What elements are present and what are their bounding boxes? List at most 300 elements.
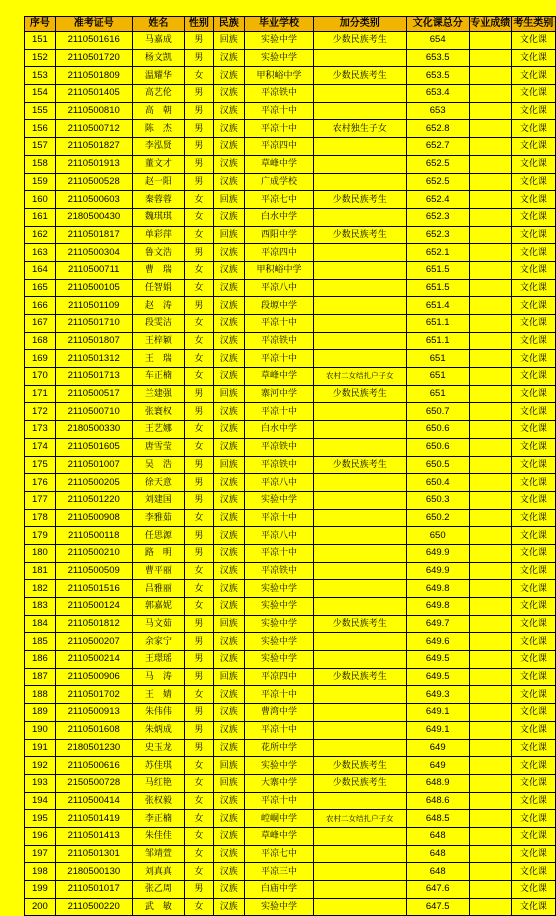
- cell-ethnicity: 汉族: [213, 580, 245, 598]
- cell-school: 白水中学: [245, 421, 314, 439]
- cell-culture-score: 652.5: [406, 155, 469, 173]
- cell-name: 马 涛: [132, 668, 185, 686]
- cell-school: 实验中学: [245, 32, 314, 50]
- cell-exam-id: 2110500906: [55, 668, 132, 686]
- cell-name: 马嘉成: [132, 32, 185, 50]
- cell-culture-score: 650.2: [406, 509, 469, 527]
- cell-culture-score: 651.1: [406, 332, 469, 350]
- cell-student-type: 文化课: [511, 191, 555, 209]
- cell-culture-score: 652.1: [406, 244, 469, 262]
- table-row: [25, 350, 556, 368]
- cell-ethnicity: 汉族: [213, 421, 245, 439]
- cell-student-type: 文化课: [511, 686, 555, 704]
- cell-exam-id: 2110501220: [55, 491, 132, 509]
- cell-seq: 165: [25, 279, 56, 297]
- cell-culture-score: 648: [406, 845, 469, 863]
- cell-bonus-type: [313, 244, 406, 262]
- table-row: [25, 32, 556, 50]
- cell-student-type: 文化课: [511, 704, 555, 722]
- cell-ethnicity: 汉族: [213, 509, 245, 527]
- cell-student-type: 文化课: [511, 85, 555, 103]
- cell-major-score: [469, 739, 511, 757]
- cell-student-type: 文化课: [511, 297, 555, 315]
- cell-school: 平凉铁中: [245, 332, 314, 350]
- cell-ethnicity: 汉族: [213, 403, 245, 421]
- cell-major-score: [469, 474, 511, 492]
- table-row: [25, 863, 556, 881]
- cell-student-type: 文化课: [511, 226, 555, 244]
- cell-name: 任智娟: [132, 279, 185, 297]
- cell-gender: 男: [185, 456, 213, 474]
- cell-bonus-type: [313, 863, 406, 881]
- cell-exam-id: 2110501405: [55, 85, 132, 103]
- cell-exam-id: 2110501516: [55, 580, 132, 598]
- cell-exam-id: 2110500509: [55, 562, 132, 580]
- cell-student-type: 文化课: [511, 810, 555, 828]
- cell-gender: 男: [185, 544, 213, 562]
- cell-student-type: 文化课: [511, 421, 555, 439]
- cell-student-type: 文化课: [511, 527, 555, 545]
- cell-ethnicity: 汉族: [213, 721, 245, 739]
- cell-ethnicity: 汉族: [213, 297, 245, 315]
- cell-culture-score: 647.6: [406, 881, 469, 899]
- cell-exam-id: 2150500728: [55, 774, 132, 792]
- cell-exam-id: 2110500414: [55, 792, 132, 810]
- cell-school: 平凉十中: [245, 350, 314, 368]
- cell-gender: 男: [185, 138, 213, 156]
- cell-name: 邹靖萱: [132, 845, 185, 863]
- cell-gender: 女: [185, 562, 213, 580]
- cell-ethnicity: 汉族: [213, 138, 245, 156]
- cell-bonus-type: [313, 898, 406, 916]
- cell-bonus-type: 少数民族考生: [313, 757, 406, 775]
- cell-gender: 男: [185, 385, 213, 403]
- cell-student-type: 文化课: [511, 757, 555, 775]
- cell-ethnicity: 汉族: [213, 261, 245, 279]
- cell-bonus-type: [313, 845, 406, 863]
- table-row: [25, 385, 556, 403]
- table-row: [25, 580, 556, 598]
- cell-student-type: 文化课: [511, 332, 555, 350]
- cell-student-type: 文化课: [511, 385, 555, 403]
- cell-exam-id: 2110501913: [55, 155, 132, 173]
- cell-student-type: 文化课: [511, 102, 555, 120]
- cell-student-type: 文化课: [511, 67, 555, 85]
- cell-ethnicity: 汉族: [213, 332, 245, 350]
- table-row: [25, 438, 556, 456]
- cell-student-type: 文化课: [511, 668, 555, 686]
- cell-bonus-type: [313, 332, 406, 350]
- cell-gender: 男: [185, 739, 213, 757]
- cell-exam-id: 2110500603: [55, 191, 132, 209]
- cell-seq: 188: [25, 686, 56, 704]
- cell-culture-score: 649.7: [406, 615, 469, 633]
- cell-ethnicity: 汉族: [213, 704, 245, 722]
- cell-major-score: [469, 721, 511, 739]
- cell-culture-score: 652.5: [406, 173, 469, 191]
- cell-culture-score: 650.3: [406, 491, 469, 509]
- cell-culture-score: 649.9: [406, 544, 469, 562]
- cell-culture-score: 651.4: [406, 297, 469, 315]
- cell-culture-score: 650.6: [406, 438, 469, 456]
- cell-culture-score: 649.5: [406, 668, 469, 686]
- cell-gender: 女: [185, 845, 213, 863]
- cell-student-type: 文化课: [511, 739, 555, 757]
- table-row: [25, 491, 556, 509]
- cell-seq: 178: [25, 509, 56, 527]
- cell-seq: 182: [25, 580, 56, 598]
- cell-student-type: 文化课: [511, 474, 555, 492]
- cell-bonus-type: [313, 421, 406, 439]
- table-row: [25, 297, 556, 315]
- cell-school: 平凉十中: [245, 403, 314, 421]
- cell-exam-id: 2110500304: [55, 244, 132, 262]
- cell-name: 赵 涛: [132, 297, 185, 315]
- cell-bonus-type: 少数民族考生: [313, 456, 406, 474]
- cell-major-score: [469, 898, 511, 916]
- header-ethnicity: 民族: [213, 17, 245, 32]
- cell-exam-id: 2110501702: [55, 686, 132, 704]
- cell-school: 平凉七中: [245, 845, 314, 863]
- cell-major-score: [469, 651, 511, 669]
- cell-gender: 女: [185, 368, 213, 386]
- cell-seq: 172: [25, 403, 56, 421]
- table-row: [25, 332, 556, 350]
- cell-school: 实验中学: [245, 898, 314, 916]
- cell-exam-id: 2110500913: [55, 704, 132, 722]
- cell-gender: 男: [185, 527, 213, 545]
- cell-exam-id: 2110501413: [55, 827, 132, 845]
- cell-seq: 169: [25, 350, 56, 368]
- cell-seq: 192: [25, 757, 56, 775]
- cell-gender: 男: [185, 102, 213, 120]
- cell-student-type: 文化课: [511, 598, 555, 616]
- cell-ethnicity: 汉族: [213, 792, 245, 810]
- cell-ethnicity: 回族: [213, 32, 245, 50]
- cell-gender: 女: [185, 863, 213, 881]
- cell-seq: 163: [25, 244, 56, 262]
- cell-seq: 193: [25, 774, 56, 792]
- header-row: [25, 17, 556, 32]
- cell-school: 平凉八中: [245, 527, 314, 545]
- table-row: [25, 279, 556, 297]
- cell-ethnicity: 回族: [213, 191, 245, 209]
- cell-seq: 181: [25, 562, 56, 580]
- cell-exam-id: 2180500330: [55, 421, 132, 439]
- cell-major-score: [469, 757, 511, 775]
- cell-seq: 199: [25, 881, 56, 899]
- cell-exam-id: 2110500908: [55, 509, 132, 527]
- table-row: [25, 138, 556, 156]
- table-row: [25, 774, 556, 792]
- cell-major-score: [469, 438, 511, 456]
- cell-major-score: [469, 403, 511, 421]
- cell-culture-score: 649: [406, 757, 469, 775]
- cell-culture-score: 649.9: [406, 562, 469, 580]
- cell-school: 平凉十中: [245, 792, 314, 810]
- cell-bonus-type: [313, 208, 406, 226]
- cell-major-score: [469, 456, 511, 474]
- cell-seq: 186: [25, 651, 56, 669]
- cell-gender: 男: [185, 651, 213, 669]
- cell-seq: 191: [25, 739, 56, 757]
- cell-exam-id: 2110500210: [55, 544, 132, 562]
- cell-seq: 177: [25, 491, 56, 509]
- cell-bonus-type: [313, 155, 406, 173]
- cell-school: 实验中学: [245, 651, 314, 669]
- cell-school: 平凉十中: [245, 686, 314, 704]
- cell-exam-id: 2110501827: [55, 138, 132, 156]
- cell-gender: 男: [185, 633, 213, 651]
- table-row: [25, 739, 556, 757]
- cell-student-type: 文化课: [511, 633, 555, 651]
- cell-school: 平凉四中: [245, 244, 314, 262]
- cell-name: 王 瑞: [132, 350, 185, 368]
- cell-gender: 女: [185, 226, 213, 244]
- cell-exam-id: 2110500528: [55, 173, 132, 191]
- cell-ethnicity: 汉族: [213, 544, 245, 562]
- cell-major-score: [469, 368, 511, 386]
- cell-name: 李泓贤: [132, 138, 185, 156]
- cell-bonus-type: 少数民族考生: [313, 32, 406, 50]
- cell-exam-id: 2110501017: [55, 881, 132, 899]
- cell-seq: 164: [25, 261, 56, 279]
- cell-student-type: 文化课: [511, 279, 555, 297]
- cell-exam-id: 2110501419: [55, 810, 132, 828]
- cell-student-type: 文化课: [511, 32, 555, 50]
- cell-name: 温耀华: [132, 67, 185, 85]
- cell-major-score: [469, 297, 511, 315]
- cell-gender: 男: [185, 173, 213, 191]
- cell-bonus-type: 农村二女结扎户子女: [313, 810, 406, 828]
- cell-culture-score: 650: [406, 527, 469, 545]
- cell-name: 朱佳佳: [132, 827, 185, 845]
- cell-ethnicity: 汉族: [213, 173, 245, 191]
- cell-culture-score: 648.9: [406, 774, 469, 792]
- cell-name: 赵一阳: [132, 173, 185, 191]
- cell-student-type: 文化课: [511, 774, 555, 792]
- cell-ethnicity: 汉族: [213, 208, 245, 226]
- cell-exam-id: 2110500517: [55, 385, 132, 403]
- cell-gender: 男: [185, 403, 213, 421]
- table-row: [25, 155, 556, 173]
- cell-major-score: [469, 562, 511, 580]
- cell-seq: 180: [25, 544, 56, 562]
- header-culture-score: 文化课总分: [406, 17, 469, 32]
- cell-bonus-type: 农村二女结扎户子女: [313, 368, 406, 386]
- cell-school: 草峰中学: [245, 155, 314, 173]
- cell-gender: 男: [185, 721, 213, 739]
- cell-student-type: 文化课: [511, 721, 555, 739]
- table-row: [25, 721, 556, 739]
- cell-exam-id: 2110501812: [55, 615, 132, 633]
- cell-seq: 161: [25, 208, 56, 226]
- cell-gender: 女: [185, 208, 213, 226]
- cell-ethnicity: 汉族: [213, 279, 245, 297]
- cell-name: 刘真真: [132, 863, 185, 881]
- cell-seq: 185: [25, 633, 56, 651]
- cell-name: 段雯洁: [132, 315, 185, 333]
- cell-major-score: [469, 509, 511, 527]
- cell-exam-id: 2110500207: [55, 633, 132, 651]
- table-row: [25, 421, 556, 439]
- cell-student-type: 文化课: [511, 615, 555, 633]
- cell-gender: 女: [185, 332, 213, 350]
- cell-culture-score: 651.1: [406, 315, 469, 333]
- cell-name: 吕雅丽: [132, 580, 185, 598]
- cell-ethnicity: 汉族: [213, 827, 245, 845]
- cell-student-type: 文化课: [511, 863, 555, 881]
- cell-school: 平凉七中: [245, 191, 314, 209]
- cell-student-type: 文化课: [511, 792, 555, 810]
- cell-student-type: 文化课: [511, 898, 555, 916]
- table-row: [25, 261, 556, 279]
- cell-major-score: [469, 686, 511, 704]
- cell-ethnicity: 汉族: [213, 49, 245, 67]
- cell-name: 王 婧: [132, 686, 185, 704]
- cell-seq: 176: [25, 474, 56, 492]
- cell-gender: 女: [185, 191, 213, 209]
- cell-culture-score: 652.4: [406, 191, 469, 209]
- cell-seq: 152: [25, 49, 56, 67]
- cell-exam-id: 2110501312: [55, 350, 132, 368]
- cell-ethnicity: 汉族: [213, 810, 245, 828]
- cell-name: 余家宁: [132, 633, 185, 651]
- cell-exam-id: 2110501807: [55, 332, 132, 350]
- cell-name: 张权毅: [132, 792, 185, 810]
- cell-seq: 183: [25, 598, 56, 616]
- cell-school: 花所中学: [245, 739, 314, 757]
- cell-school: 实验中学: [245, 757, 314, 775]
- cell-exam-id: 2110501720: [55, 49, 132, 67]
- cell-seq: 184: [25, 615, 56, 633]
- cell-school: 实验中学: [245, 491, 314, 509]
- cell-culture-score: 650.6: [406, 421, 469, 439]
- cell-bonus-type: [313, 279, 406, 297]
- cell-major-score: [469, 49, 511, 67]
- cell-school: 平凉四中: [245, 138, 314, 156]
- table-row: [25, 102, 556, 120]
- cell-student-type: 文化课: [511, 827, 555, 845]
- cell-culture-score: 649.3: [406, 686, 469, 704]
- table-row: [25, 173, 556, 191]
- cell-bonus-type: [313, 721, 406, 739]
- cell-ethnicity: 回族: [213, 668, 245, 686]
- cell-bonus-type: [313, 49, 406, 67]
- cell-culture-score: 649.1: [406, 721, 469, 739]
- header-seq: 序号: [25, 17, 56, 32]
- cell-exam-id: 2180501230: [55, 739, 132, 757]
- table-row: [25, 615, 556, 633]
- cell-gender: 女: [185, 509, 213, 527]
- cell-exam-id: 2110501616: [55, 32, 132, 50]
- cell-major-score: [469, 863, 511, 881]
- cell-student-type: 文化课: [511, 562, 555, 580]
- cell-exam-id: 2110500205: [55, 474, 132, 492]
- cell-major-score: [469, 226, 511, 244]
- score-table: [24, 16, 556, 916]
- cell-bonus-type: 少数民族考生: [313, 191, 406, 209]
- cell-exam-id: 2180500130: [55, 863, 132, 881]
- table-row: [25, 120, 556, 138]
- cell-seq: 159: [25, 173, 56, 191]
- cell-bonus-type: [313, 704, 406, 722]
- cell-culture-score: 653.5: [406, 67, 469, 85]
- cell-culture-score: 651: [406, 368, 469, 386]
- cell-exam-id: 2110501007: [55, 456, 132, 474]
- cell-school: 平凉十中: [245, 315, 314, 333]
- cell-gender: 女: [185, 774, 213, 792]
- cell-seq: 166: [25, 297, 56, 315]
- cell-gender: 男: [185, 120, 213, 138]
- header-student-type: 考生类别: [511, 17, 555, 32]
- cell-gender: 男: [185, 49, 213, 67]
- cell-student-type: 文化课: [511, 208, 555, 226]
- cell-ethnicity: 回族: [213, 385, 245, 403]
- cell-school: 平凉铁中: [245, 456, 314, 474]
- cell-bonus-type: [313, 85, 406, 103]
- cell-major-score: [469, 491, 511, 509]
- cell-ethnicity: 汉族: [213, 881, 245, 899]
- cell-gender: 女: [185, 686, 213, 704]
- cell-school: 草峰中学: [245, 827, 314, 845]
- cell-major-score: [469, 173, 511, 191]
- header-name: 姓名: [132, 17, 185, 32]
- cell-gender: 女: [185, 580, 213, 598]
- cell-bonus-type: [313, 562, 406, 580]
- cell-bonus-type: [313, 438, 406, 456]
- cell-seq: 162: [25, 226, 56, 244]
- cell-major-score: [469, 155, 511, 173]
- cell-name: 李雅茹: [132, 509, 185, 527]
- cell-name: 高 朝: [132, 102, 185, 120]
- table-row: [25, 527, 556, 545]
- cell-ethnicity: 回族: [213, 615, 245, 633]
- cell-gender: 男: [185, 85, 213, 103]
- cell-school: 实验中学: [245, 633, 314, 651]
- cell-school: 曹湾中学: [245, 704, 314, 722]
- table-row: [25, 49, 556, 67]
- cell-student-type: 文化课: [511, 456, 555, 474]
- cell-seq: 156: [25, 120, 56, 138]
- cell-ethnicity: 回族: [213, 757, 245, 775]
- cell-student-type: 文化课: [511, 438, 555, 456]
- cell-bonus-type: 少数民族考生: [313, 668, 406, 686]
- cell-school: 崆峒中学: [245, 810, 314, 828]
- cell-major-score: [469, 332, 511, 350]
- table-row: [25, 633, 556, 651]
- cell-exam-id: 2180500430: [55, 208, 132, 226]
- table-row: [25, 368, 556, 386]
- cell-major-score: [469, 615, 511, 633]
- cell-ethnicity: 汉族: [213, 67, 245, 85]
- cell-student-type: 文化课: [511, 580, 555, 598]
- cell-culture-score: 652.8: [406, 120, 469, 138]
- cell-school: 实验中学: [245, 49, 314, 67]
- cell-culture-score: 650.4: [406, 474, 469, 492]
- cell-major-score: [469, 527, 511, 545]
- cell-major-score: [469, 598, 511, 616]
- cell-seq: 198: [25, 863, 56, 881]
- cell-bonus-type: [313, 651, 406, 669]
- cell-school: 广成学校: [245, 173, 314, 191]
- header-major-score: 专业成绩: [469, 17, 511, 32]
- cell-ethnicity: 汉族: [213, 686, 245, 704]
- cell-school: 白庙中学: [245, 881, 314, 899]
- cell-major-score: [469, 827, 511, 845]
- cell-name: 魏琪琪: [132, 208, 185, 226]
- cell-seq: 189: [25, 704, 56, 722]
